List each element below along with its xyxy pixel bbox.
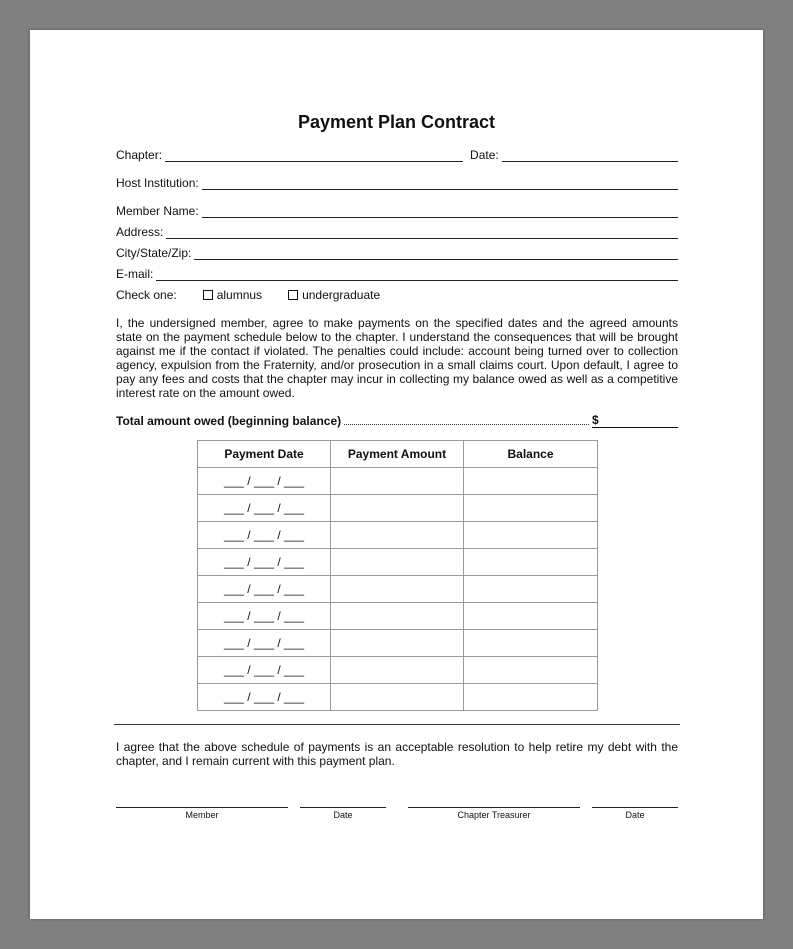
undergraduate-label: undergraduate: [302, 288, 381, 302]
balance-cell[interactable]: [464, 495, 598, 522]
payment-amount-cell[interactable]: [331, 630, 464, 657]
table-row: [198, 684, 598, 711]
schedule-body: [198, 468, 598, 711]
total-amount-field[interactable]: [592, 413, 678, 428]
payment-amount-cell[interactable]: [331, 576, 464, 603]
host-label: Host Institution:: [116, 176, 199, 190]
table-row: [198, 657, 598, 684]
payment-amount-cell[interactable]: [331, 495, 464, 522]
city-row: [116, 245, 678, 260]
total-owed-label: Total amount owed (beginning balance): [116, 414, 342, 428]
balance-cell[interactable]: [464, 576, 598, 603]
balance-cell[interactable]: [464, 468, 598, 495]
city-field[interactable]: [194, 247, 678, 260]
table-row: [198, 576, 598, 603]
check-one-row: [116, 288, 380, 302]
payment-date-cell[interactable]: ___ / ___ / ___: [198, 468, 331, 495]
balance-cell[interactable]: [464, 630, 598, 657]
currency-symbol: $: [592, 413, 599, 427]
payment-date-cell[interactable]: ___ / ___ / ___: [198, 657, 331, 684]
balance-cell[interactable]: [464, 522, 598, 549]
payment-date-cell[interactable]: ___ / ___ / ___: [198, 549, 331, 576]
date-label: Date:: [470, 148, 499, 162]
check-one-label: Check one:: [116, 288, 177, 302]
payment-date-cell[interactable]: ___ / ___ / ___: [198, 603, 331, 630]
email-label: E-mail:: [116, 267, 154, 281]
agreement-paragraph: I, the undersigned member, agree to make payments on the specified dates and the agreed amounts state on the payment schedule below to the chapter. I understand the consequences that will be brought against me if the contact if violated. The penalties could include: account being turned over to collection agency, expulsion from the Fraternity, and/or prosecution in a small claims court. Upon default, I agree to pay any fees and costs that the chapter may incur in collecting my balance owed as well as a competitive interest rate on the amount owed.: [116, 316, 678, 400]
total-owed-row: [116, 412, 678, 428]
alumnus-label: alumnus: [216, 288, 263, 302]
payment-date-cell[interactable]: ___ / ___ / ___: [198, 684, 331, 711]
section-divider: [114, 724, 680, 725]
payment-amount-cell[interactable]: [331, 657, 464, 684]
table-row: [198, 549, 598, 576]
table-row: [198, 603, 598, 630]
city-label: City/State/Zip:: [116, 246, 192, 260]
balance-cell[interactable]: [464, 684, 598, 711]
payment-date-cell[interactable]: ___ / ___ / ___: [198, 522, 331, 549]
document-page: [30, 30, 763, 919]
undergraduate-option[interactable]: [288, 288, 380, 302]
balance-cell[interactable]: [464, 549, 598, 576]
member-name-label: Member Name:: [116, 204, 199, 218]
alumnus-checkbox[interactable]: [203, 290, 213, 300]
email-row: [116, 266, 678, 281]
chapter-field[interactable]: [165, 149, 463, 162]
payment-amount-cell[interactable]: [331, 468, 464, 495]
undergraduate-checkbox[interactable]: [288, 290, 298, 300]
member-name-field[interactable]: [202, 205, 678, 218]
payment-schedule-table: [197, 440, 598, 711]
payment-date-cell[interactable]: ___ / ___ / ___: [198, 495, 331, 522]
chapter-label: Chapter:: [116, 148, 163, 162]
alumnus-option[interactable]: [203, 288, 262, 302]
payment-date-cell[interactable]: ___ / ___ / ___: [198, 630, 331, 657]
header-balance: Balance: [464, 441, 598, 468]
address-label: Address:: [116, 225, 164, 239]
chapter-date-row: [116, 147, 678, 162]
payment-amount-cell[interactable]: [331, 603, 464, 630]
table-row: [198, 495, 598, 522]
header-payment-amount: Payment Amount: [331, 441, 464, 468]
treasurer-date-line[interactable]: Date: [592, 807, 678, 820]
address-row: [116, 224, 678, 239]
payment-amount-cell[interactable]: [331, 684, 464, 711]
payment-date-cell[interactable]: ___ / ___ / ___: [198, 576, 331, 603]
header-payment-date: Payment Date: [198, 441, 331, 468]
acknowledgement-paragraph: I agree that the above schedule of payments is an acceptable resolution to help retire my debt with the chapter, and I remain current with this payment plan.: [116, 740, 678, 768]
member-name-row: [116, 203, 678, 218]
dot-leader: [344, 414, 589, 425]
payment-amount-cell[interactable]: [331, 522, 464, 549]
balance-cell[interactable]: [464, 657, 598, 684]
date-field[interactable]: [502, 149, 678, 162]
member-date-line[interactable]: Date: [300, 807, 386, 820]
table-row: [198, 468, 598, 495]
table-row: [198, 522, 598, 549]
page-title: Payment Plan Contract: [297, 112, 496, 132]
host-row: [116, 175, 678, 190]
email-field[interactable]: [156, 268, 678, 281]
table-row: [198, 630, 598, 657]
treasurer-signature-line[interactable]: Chapter Treasurer: [408, 807, 580, 820]
address-field[interactable]: [166, 226, 678, 239]
host-field[interactable]: [202, 177, 678, 190]
payment-amount-cell[interactable]: [331, 549, 464, 576]
balance-cell[interactable]: [464, 603, 598, 630]
member-signature-line[interactable]: Member: [116, 807, 288, 820]
